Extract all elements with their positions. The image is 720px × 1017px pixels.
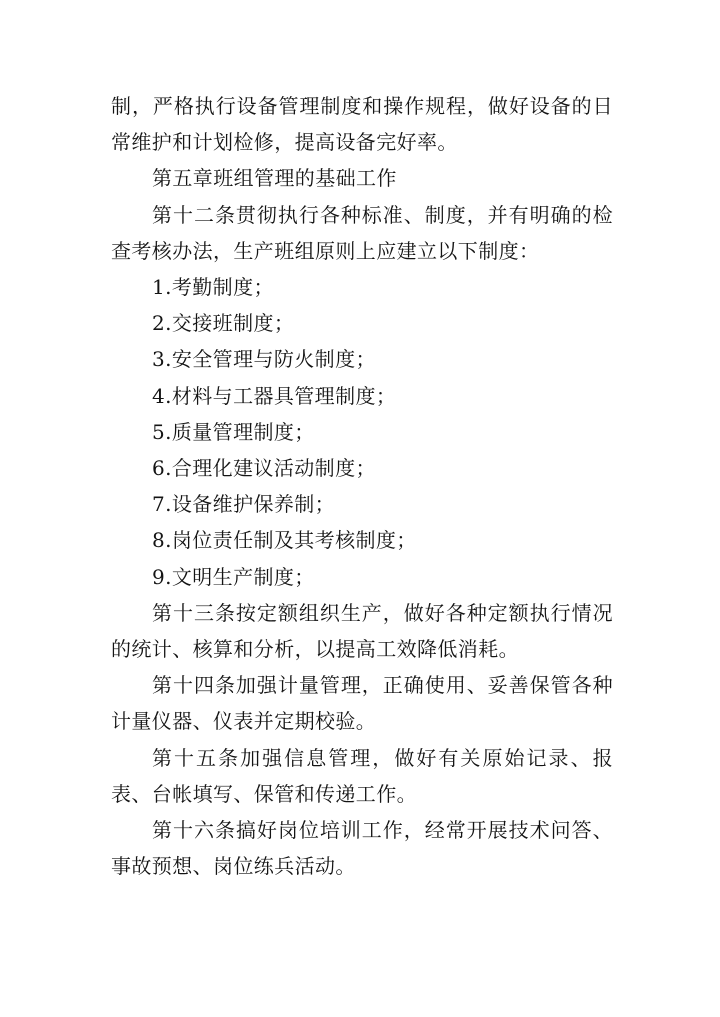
list-item-7: 7.设备维护保养制； <box>152 492 336 517</box>
article-14-paragraph: 第十四条加强计量管理，正确使用、妥善保管各种计量仪器、仪表并定期校验。 <box>111 673 613 734</box>
chapter-heading: 第五章班组管理的基础工作 <box>152 166 397 191</box>
list-item-6: 6.合理化建议活动制度； <box>152 456 376 481</box>
list-item-5: 5.质量管理制度； <box>152 419 315 444</box>
list-item-9: 9.文明生产制度； <box>152 564 315 589</box>
paragraph-continuation: 制，严格执行设备管理制度和操作规程，做好设备的日常维护和计划检修，提高设备完好率。 <box>111 94 613 155</box>
article-12-paragraph: 第十二条贯彻执行各种标准、制度，并有明确的检查考核办法，生产班组原则上应建立以下制度： <box>111 202 613 263</box>
list-item-4: 4.材料与工器具管理制度； <box>152 383 397 408</box>
document-body <box>111 88 613 884</box>
article-15-paragraph: 第十五条加强信息管理，做好有关原始记录、报表、台帐填写、保管和传递工作。 <box>111 745 613 806</box>
list-item-3: 3.安全管理与防火制度； <box>152 347 376 372</box>
list-item-8: 8.岗位责任制及其考核制度； <box>152 528 417 553</box>
article-16-paragraph: 第十六条搞好岗位培训工作，经常开展技术问答、事故预想、岗位练兵活动。 <box>111 818 613 879</box>
article-13-paragraph: 第十三条按定额组织生产，做好各种定额执行情况的统计、核算和分析，以提高工效降低消耗。 <box>111 600 613 662</box>
list-item-1: 1.考勤制度； <box>152 275 274 300</box>
list-item-2: 2.交接班制度； <box>152 311 295 336</box>
